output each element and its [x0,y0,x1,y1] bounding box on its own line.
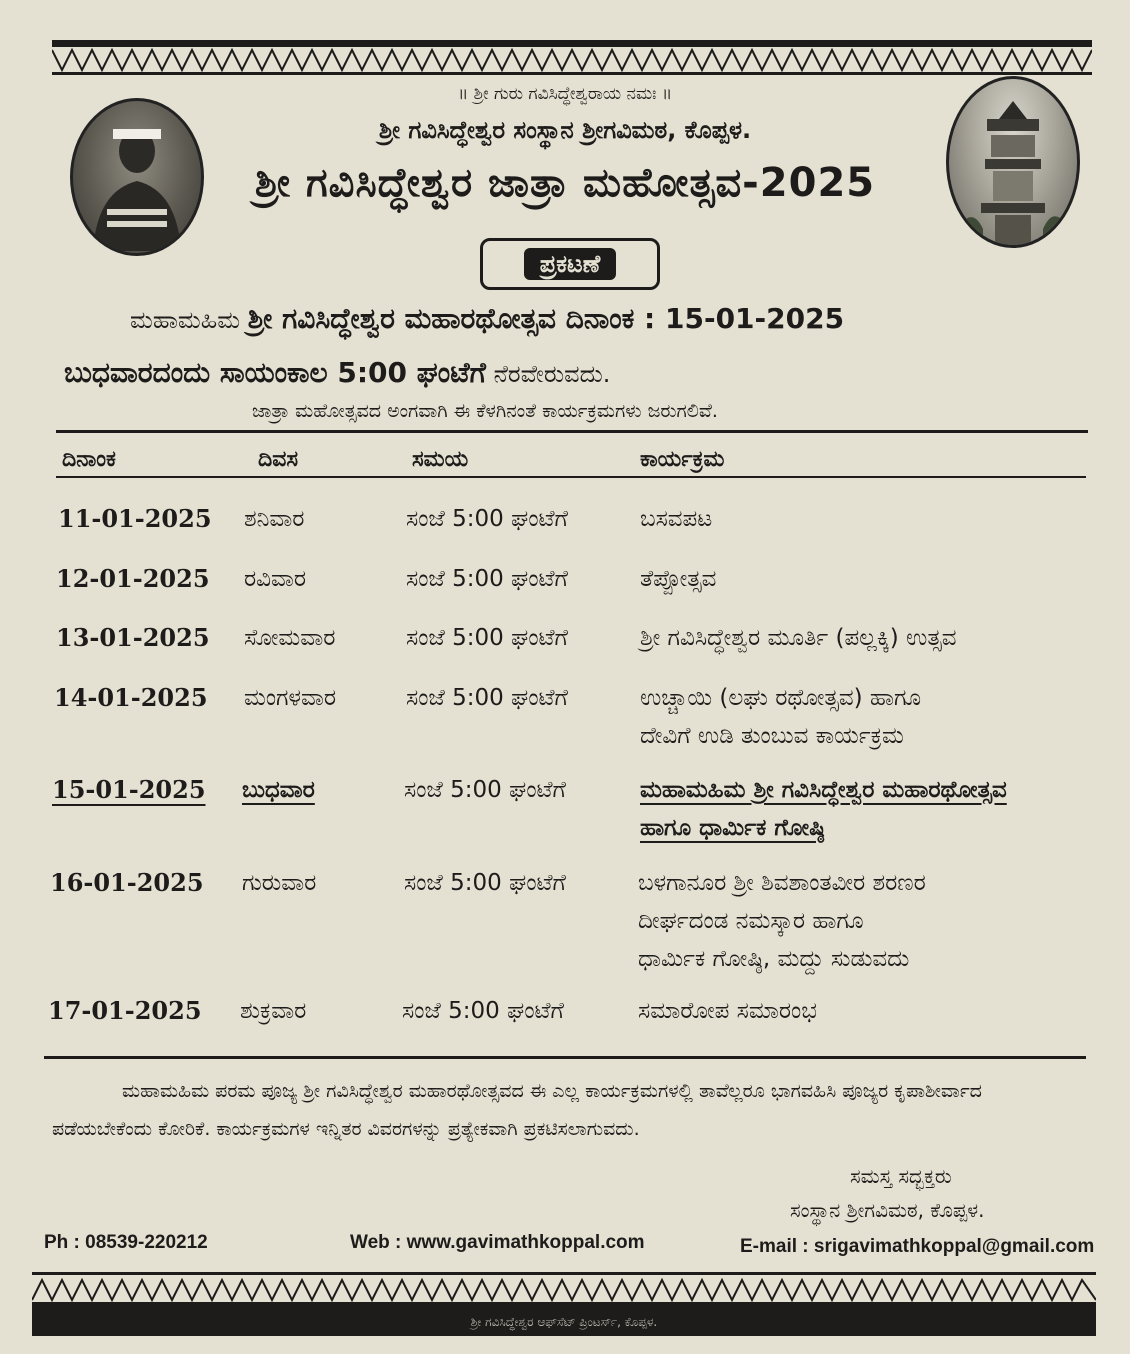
row-4-date: 14-01-2025 [54,683,208,712]
row-5-time: ಸಂಜೆ 5:00 ಘಂಟೆಗೆ [404,777,566,803]
row-3-date: 13-01-2025 [56,623,210,652]
row-1-day: ಶನಿವಾರ [244,506,305,532]
printer-credit: ಶ್ರೀ ಗವಿಸಿದ್ಧೇಶ್ವರ ಆಫ್‌ಸೆಟ್ ಪ್ರಿಂಟರ್ಸ್, ಕೊಪ್ಪಳ. [470,1315,658,1329]
header-program: ಕಾರ್ಯಕ್ರಮ [640,447,725,472]
invitation-note: ಮಹಾಮಹಿಮ ಪರಮ ಪೂಜ್ಯ ಶ್ರೀ ಗವಿಸಿದ್ಧೇಶ್ವರ ಮಹಾರಥೋತ್ಸವದ ಈ ಎಲ್ಲ ಕಾರ್ಯಕ್ರಮಗಳಲ್ಲಿ ತಾವೆಲ್ಲರೂ ಭಾಗವಹಿಸಿ ಪೂಜ್ಯರ ಕೃಪಾಶೀರ್ವಾದ ಪಡೆಯಬೇಕೆಂದು ಕೋರಿಕೆ. ಕಾರ್ಯಕ್ರಮಗಳ ಇನ್ನಿತರ ವಿವರಗಳನ್ನು ಪ್ರತ್ಯೇಕವಾಗಿ ಪ್ರಕಟಿಸಲಾಗುವದು. [52,1080,982,1140]
bottom-decorative-border [32,1272,1096,1308]
row-2-date: 12-01-2025 [56,564,210,593]
rathotsava-time-line [64,356,610,390]
row-3-program: ಶ್ರೀ ಗವಿಸಿದ್ಧೇಶ್ವರ ಮೂರ್ತಿ (ಪಲ್ಲಕ್ಕಿ) ಉತ್ಸವ [640,625,957,651]
header-day: ದಿವಸ [258,447,299,472]
table-header-rule [56,476,1086,478]
badge-label: ಪ್ರಕಟಣೆ [524,248,616,280]
top-decorative-border [52,40,1092,76]
row-2-program: ತೆಪ್ಪೋತ್ಸವ [640,566,717,592]
row-3-day: ಸೋಮವಾರ [244,625,336,651]
website-link[interactable]: Web : www.gavimathkoppal.com [350,1232,645,1253]
row-6-day: ಗುರುವಾರ [242,870,317,896]
header-time: ಸಮಯ [412,447,469,472]
line2-rest: ನೆರವೇರುವದು. [485,360,611,388]
printer-credit-bar [32,1308,1096,1336]
event-title: ಶ್ರೀ ಗವಿಸಿದ್ಧೇಶ್ವರ ಜಾತ್ರಾ ಮಹೋತ್ಸವ-2025 [254,160,876,206]
row-3-time: ಸಂಜೆ 5:00 ಘಂಟೆಗೆ [406,625,568,651]
row-1-program: ಬಸವಪಟ [640,506,713,532]
row-2-time: ಸಂಜೆ 5:00 ಘಂಟೆಗೆ [406,566,568,592]
row-2-day: ರವಿವಾರ [244,566,307,592]
row-7-date: 17-01-2025 [48,996,202,1025]
row-7-program: ಸಮಾರೋಪ ಸಮಾರಂಭ [638,998,817,1024]
line1-bold: ಶ್ರೀ ಗವಿಸಿದ್ಧೇಶ್ವರ ಮಹಾರಥೋತ್ಸವ ದಿನಾಂಕ : 15-01-2025 [247,302,845,335]
table-bottom-rule [44,1056,1086,1059]
line1-prefix: ಮಹಾಮಹಿಮ [130,306,241,334]
row-6-time: ಸಂಜೆ 5:00 ಘಂಟೆಗೆ [404,870,566,896]
line2-bold: ಬುಧವಾರದಂದು ಸಾಯಂಕಾಲ 5:00 ಘಂಟೆಗೆ [64,356,486,389]
row-7-day: ಶುಕ್ರವಾರ [240,998,307,1024]
header-date: ದಿನಾಂಕ [62,447,116,472]
row-4-day: ಮಂಗಳವಾರ [244,685,337,711]
row-4-time: ಸಂಜೆ 5:00 ಘಂಟೆಗೆ [406,685,568,711]
table-top-rule [56,430,1088,433]
row-6-program: ಬಳಗಾನೂರ ಶ್ರೀ ಶಿವಶಾಂತವೀರ ಶರಣರ ದೀರ್ಘದಂಡ ನಮಸ್ಕಾರ ಹಾಗೂ ಧಾರ್ಮಿಕ ಗೋಷ್ಠಿ, ಮದ್ದು ಸುಡುವದು [638,870,926,972]
rathotsava-date-line [130,302,844,336]
row-7-time: ಸಂಜೆ 5:00 ಘಂಟೆಗೆ [402,998,564,1024]
row-5-day: ಬುಧವಾರ [242,777,315,803]
row-5-program: ಮಹಾಮಹಿಮ ಶ್ರೀ ಗವಿಸಿದ್ಧೇಶ್ವರ ಮಹಾರಥೋತ್ಸವ ಹಾಗೂ ಧಾರ್ಮಿಕ ಗೋಷ್ಠಿ [640,777,1007,841]
phone-number: Ph : 08539-220212 [44,1232,208,1253]
signature-institution: ಸಂಸ್ಥಾನ ಶ್ರೀಗವಿಮಠ, ಕೊಪ್ಪಳ. [790,1198,985,1222]
row-1-time: ಸಂಜೆ 5:00 ಘಂಟೆಗೆ [406,506,568,532]
email-link[interactable]: E-mail : srigavimathkoppal@gmail.com [740,1236,1095,1257]
row-4-program: ಉಚ್ಚಾಯಿ (ಲಘು ರಥೋತ್ಸವ) ಹಾಗೂ ದೇವಿಗೆ ಉಡಿ ತುಂಬುವ ಕಾರ್ಯಕ್ರಮ [640,685,922,749]
invocation-text: ॥ ಶ್ರೀ ಗುರು ಗವಿಸಿದ್ಧೇಶ್ವರಾಯ ನಮಃ ॥ [457,84,673,104]
signature-devotees: ಸಮಸ್ತ ಸದ್ಭಕ್ತರು [850,1164,952,1188]
announcement-badge [480,238,660,290]
program-intro-line: ಜಾತ್ರಾ ಮಹೋತ್ಸವದ ಅಂಗವಾಗಿ ಈ ಕೆಳಗಿನಂತೆ ಕಾರ್ಯಕ್ರಮಗಳು ಜರುಗಲಿವೆ. [252,400,718,422]
institution-name: ಶ್ರೀ ಗವಿಸಿದ್ಧೇಶ್ವರ ಸಂಸ್ಥಾನ ಶ್ರೀಗವಿಮಠ, ಕೊಪ್ಪಳ. [378,116,752,144]
row-6-date: 16-01-2025 [50,868,204,897]
row-5-date: 15-01-2025 [52,775,206,804]
row-1-date: 11-01-2025 [58,504,212,533]
